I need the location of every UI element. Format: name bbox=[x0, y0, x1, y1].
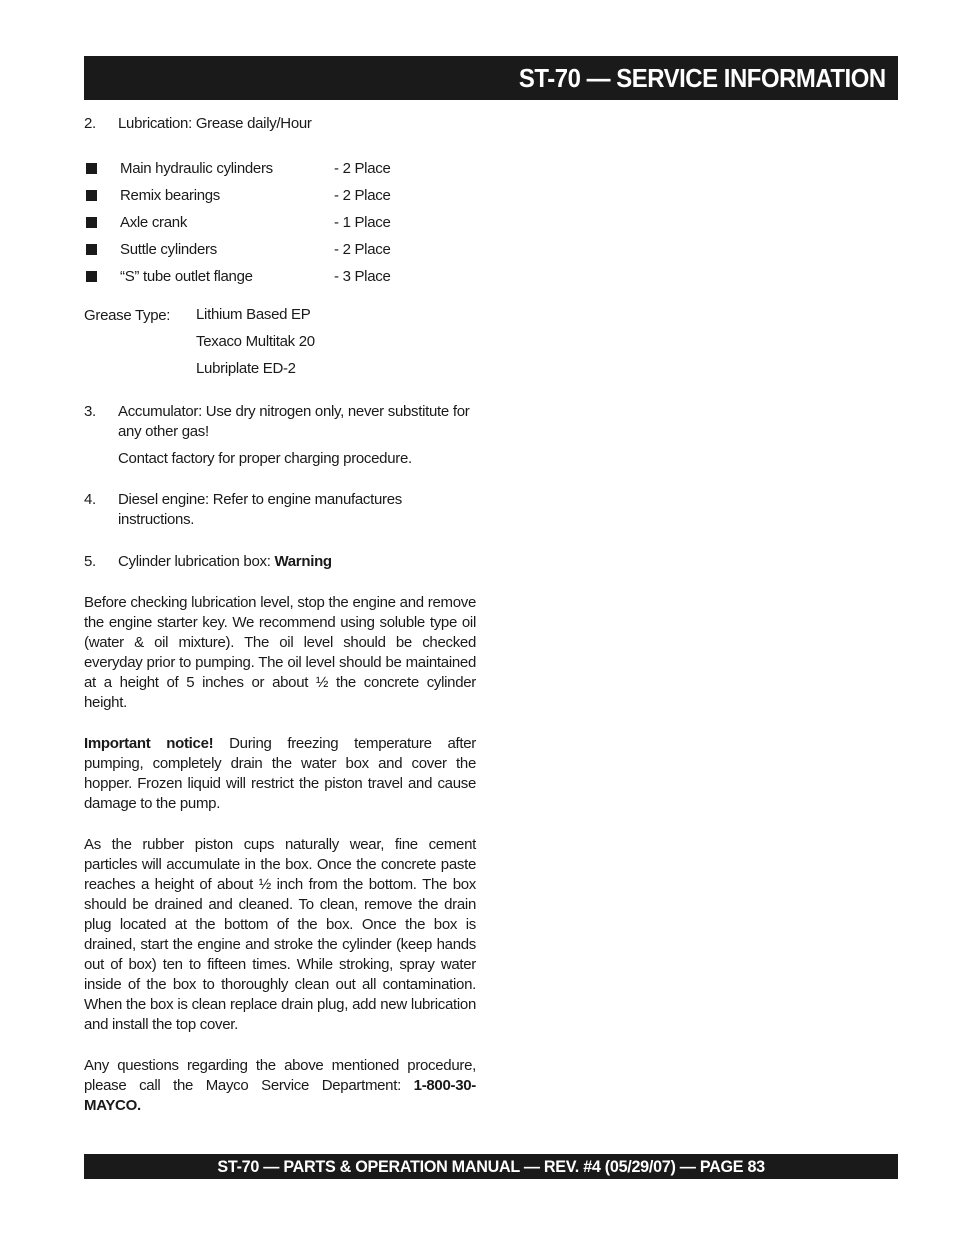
item-5 bbox=[84, 552, 476, 572]
square-bullet-icon bbox=[86, 190, 97, 201]
grease-type-item: Lubriplate ED-2 bbox=[196, 360, 296, 377]
phone-number: 1-800-30-MAYCO. bbox=[84, 1077, 476, 1114]
grease-type-list bbox=[196, 306, 315, 378]
footer-bar bbox=[84, 1154, 898, 1179]
grease-type-label: Grease Type: bbox=[84, 307, 171, 324]
square-bullet-icon bbox=[86, 271, 97, 282]
paragraph-contact bbox=[84, 1056, 476, 1116]
lubrication-points-list bbox=[84, 155, 476, 290]
lubrication-point-qty: - 2 Place bbox=[334, 159, 391, 177]
page-title: ST-70 — SERVICE INFORMATION bbox=[519, 62, 886, 93]
paragraph-important-notice bbox=[84, 734, 476, 814]
item-number: 3. bbox=[84, 403, 96, 420]
item-number: 2. bbox=[84, 115, 96, 132]
footer-text: ST-70 — PARTS & OPERATION MANUAL — REV. #4 (05/29/07) — PAGE 83 bbox=[217, 1156, 765, 1176]
lubrication-point-qty: - 2 Place bbox=[334, 240, 391, 258]
item-number: 4. bbox=[84, 491, 96, 508]
grease-type-item: Texaco Multitak 20 bbox=[196, 333, 315, 350]
lubrication-point-label: Axle crank bbox=[120, 213, 188, 231]
list-item bbox=[84, 209, 476, 236]
main-content bbox=[84, 114, 476, 1131]
square-bullet-icon bbox=[86, 163, 97, 174]
list-item bbox=[84, 182, 476, 209]
lubrication-point-label: Remix bearings bbox=[120, 186, 221, 204]
paragraph-cleaning: As the rubber piston cups naturally wear, fine cement particles will accumulate in the box. Once the concrete paste reaches a height of about ½ inch from the bottom. The box should be drained and cleaned. To clean, remove the drain plug located at the bottom of the box. Once the box is drained, start the engine and stroke the cylinder (keep hands out of box) ten to fifteen times. While stroking, spray water inside of the box to thoroughly clean out all contamination. When the box is clean replace drain plug, add new lubrication and install the top cover. bbox=[84, 836, 476, 1033]
grease-type-item: Lithium Based EP bbox=[196, 306, 311, 323]
item-text: Lubrication: Grease daily/Hour bbox=[118, 115, 312, 132]
lubrication-point-qty: - 1 Place bbox=[334, 213, 391, 231]
lubrication-point-label: Suttle cylinders bbox=[120, 240, 217, 258]
lubrication-point-label: Main hydraulic cylinders bbox=[120, 159, 273, 177]
list-item bbox=[84, 236, 476, 263]
lubrication-point-qty: - 2 Place bbox=[334, 186, 391, 204]
lubrication-point-qty: - 3 Place bbox=[334, 267, 391, 285]
list-item bbox=[84, 263, 476, 290]
lubrication-point-label: “S” tube outlet flange bbox=[120, 267, 253, 285]
warning-label: Warning bbox=[274, 553, 332, 570]
item-text: Diesel engine: Refer to engine manufactures instructions. bbox=[118, 491, 402, 528]
item-text-plain: Cylinder lubrication box: bbox=[118, 553, 275, 570]
square-bullet-icon bbox=[86, 217, 97, 228]
important-notice-text: During freezing temperature after pumping, completely drain the water box and cover the hopper. Frozen liquid will restrict the piston travel and cause damage to the pump. bbox=[84, 735, 476, 812]
item-number: 5. bbox=[84, 553, 96, 570]
item-2 bbox=[84, 114, 476, 134]
item-3-note: Contact factory for proper charging procedure. bbox=[118, 450, 412, 467]
header-bar bbox=[84, 56, 898, 100]
item-3 bbox=[84, 402, 476, 442]
contact-text: Any questions regarding the above mentioned procedure, please call the Mayco Service Department: bbox=[84, 1057, 476, 1094]
item-text bbox=[118, 552, 476, 572]
item-4 bbox=[84, 490, 476, 530]
item-text: Accumulator: Use dry nitrogen only, never substitute for any other gas! bbox=[118, 403, 470, 440]
important-notice-label: Important notice! bbox=[84, 735, 214, 752]
grease-type-block bbox=[84, 306, 476, 378]
paragraph-lubrication-level: Before checking lubrication level, stop the engine and remove the engine starter key. We recommend using soluble type oil (water & oil mixture). The oil level should be checked everyday prior to pumping. The oil level should be maintained at a height of 5 inches or about ½ the concrete cylinder height. bbox=[84, 594, 476, 711]
square-bullet-icon bbox=[86, 244, 97, 255]
list-item bbox=[84, 155, 476, 182]
